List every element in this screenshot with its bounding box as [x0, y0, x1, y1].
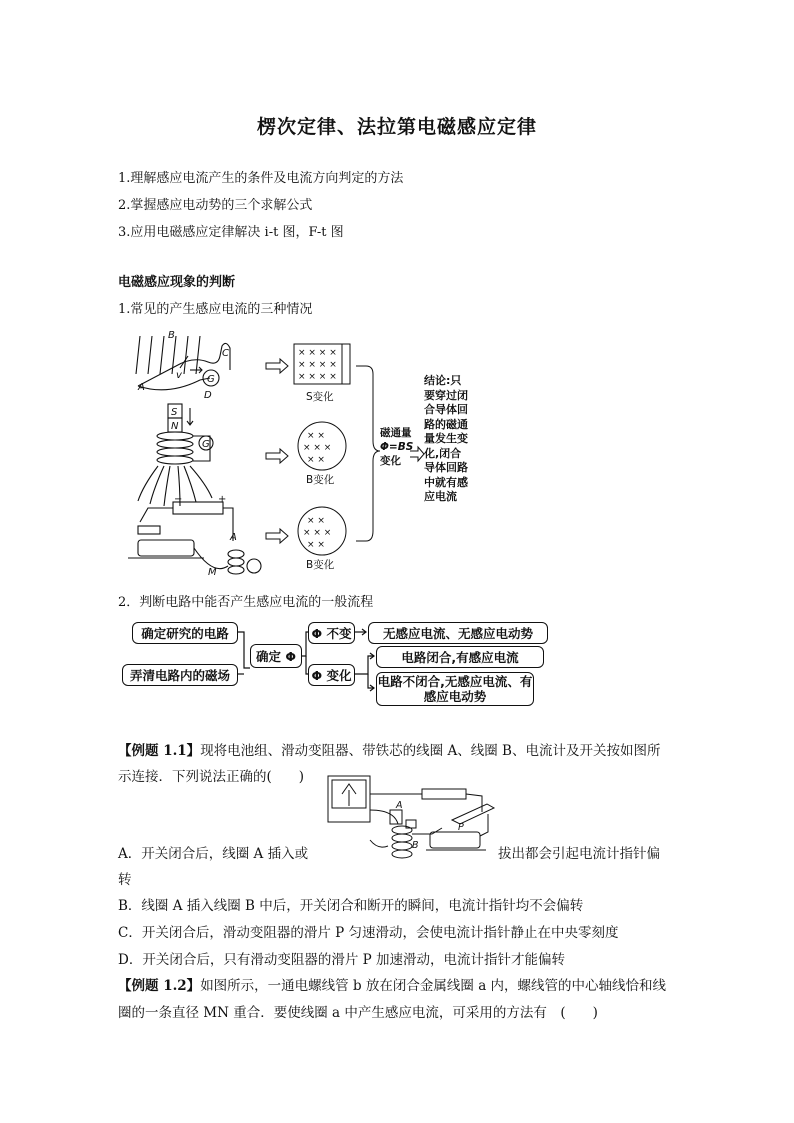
fig-label-P: P: [458, 822, 464, 833]
label-G2: G: [202, 439, 210, 450]
objective-2: 2.掌握感应电动势的三个求解公式: [118, 198, 313, 213]
example-1-2-stem2: 圈的一条直径 MN 重合．要使线圈 a 中产生感应电流，可采用的方法有 ( ): [118, 1005, 598, 1021]
label-M: M: [208, 567, 217, 578]
box-determine-circuit: 确定研究的电路: [132, 622, 238, 644]
label-v: v: [176, 370, 182, 381]
flux-label-2: Φ=BS: [380, 441, 414, 453]
fig-label-A: A: [396, 800, 403, 811]
option-a-left: A．开关闭合后，线圈 A 插入或: [118, 846, 309, 862]
svg-text:× × ×: × × ×: [303, 528, 332, 538]
objective-3: 3.应用电磁感应定律解决 i-t 图，F-t 图: [118, 225, 344, 240]
case1-drawing: [136, 336, 230, 390]
caption-b-change-2: B变化: [306, 559, 335, 571]
label-G1: G: [207, 374, 215, 385]
box-open-circuit: 电路不闭合,无感应电流、有感应电动势: [377, 674, 533, 704]
item-1-heading: 1.常见的产生感应电流的三种情况: [118, 302, 313, 317]
case3-drawing: [128, 502, 261, 574]
label-B: B: [168, 330, 175, 341]
option-a-right: 拔出都会引起电流计指针偏: [498, 846, 660, 862]
cross-marks: [298, 348, 337, 550]
case2-drawing: [138, 404, 213, 506]
page-title: 楞次定律、法拉第电磁感应定律: [256, 116, 537, 138]
box-determine-phi: 确定 Φ: [250, 644, 302, 668]
flux-label-3: 变化: [380, 455, 401, 467]
svg-text:× ×: × ×: [307, 431, 325, 441]
flowchart: [120, 618, 550, 718]
example-1-1-line1: [118, 742, 660, 760]
svg-text:× ×: × ×: [307, 516, 325, 526]
option-c: C．开关闭合后，滑动变阻器的滑片 P 匀速滑动，会使电流计指针静止在中央零刻度: [118, 925, 619, 941]
svg-text:× × × ×: × × × ×: [298, 360, 337, 370]
example-1-1-figure: [322, 770, 498, 864]
svg-text:× × ×: × × ×: [303, 443, 332, 453]
option-b: B．线圈 A 插入线圈 B 中后，开关闭合和断开的瞬间，电流计指针均不会偏转: [118, 898, 584, 914]
box-closed-circuit: 电路闭合,有感应电流: [376, 646, 544, 668]
conclusion-text: 结论:只要穿过闭合导体回路的磁通量发生变化,闭合导体回路中就有感应电流: [424, 374, 468, 503]
box-phi-changed: Φ 变化: [308, 664, 355, 686]
svg-text:× × × ×: × × × ×: [298, 372, 337, 382]
flux-label-1: 磁通量: [380, 427, 412, 439]
item-2-heading: 2．判断电路中能否产生感应电流的一般流程: [118, 595, 374, 610]
example-1-2-tag: 【例题 1.2】: [118, 978, 201, 994]
fig-label-B: B: [412, 840, 419, 851]
box-phi-unchanged: Φ 不变: [308, 622, 355, 644]
example-1-1-tag: 【例题 1.1】: [118, 743, 201, 759]
label-minus: −: [174, 494, 183, 505]
label-plus: +: [218, 494, 227, 505]
caption-b-change-1: B变化: [306, 474, 335, 486]
caption-s-change: S变化: [306, 391, 334, 403]
svg-text:× ×: × ×: [307, 455, 325, 465]
box-no-induced-current: 无感应电流、无感应电动势: [368, 622, 548, 644]
box-clarify-field: 弄清电路内的磁场: [122, 664, 238, 686]
objective-1: 1.理解感应电流产生的条件及电流方向判定的方法: [118, 171, 404, 186]
label-C: C: [222, 348, 229, 359]
option-a-tail: 转: [118, 872, 132, 888]
section-heading: 电磁感应现象的判断: [118, 275, 236, 290]
option-d: D．开关闭合后，只有滑动变阻器的滑片 P 加速滑动，电流计指针才能偏转: [118, 952, 565, 968]
label-A2: A: [230, 532, 237, 543]
label-S: S: [171, 407, 178, 418]
svg-text:× × × ×: × × × ×: [298, 348, 337, 358]
svg-text:× ×: × ×: [307, 540, 325, 550]
example-1-1-stem1: 现将电池组、滑动变阻器、带铁芯的线圈 A、线圈 B、电流计及开关按如图所: [200, 743, 661, 759]
label-D: D: [204, 390, 212, 401]
example-1-1-stem2: 示连接．下列说法正确的( ): [118, 769, 305, 785]
label-N: N: [171, 421, 179, 432]
example-1-2-stem1: 如图所示，一通电螺线管 b 放在闭合金属线圈 a 内，螺线管的中心轴线恰和线: [200, 978, 667, 994]
example-1-2-line1: [118, 977, 666, 995]
label-A: A: [138, 382, 145, 393]
